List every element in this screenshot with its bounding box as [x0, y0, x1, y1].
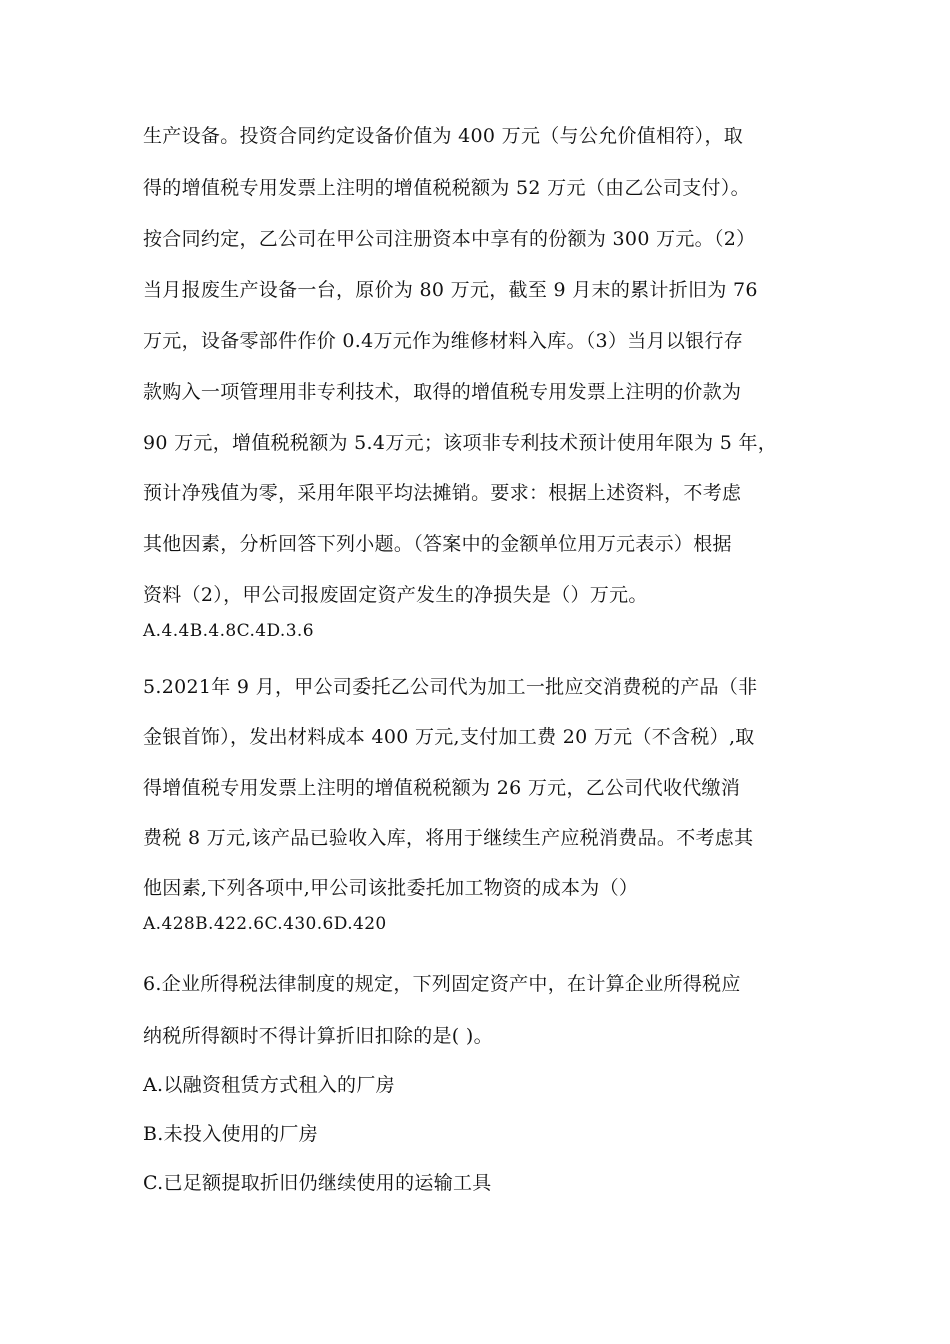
q4-line-7: 90 万元，增值税税额为 5.4万元；该项非专利技术预计使用年限为 5 年，: [143, 432, 778, 454]
q5-line-3: 得增值税专用发票上注明的增值税税额为 26 万元，乙公司代收代缴消: [143, 777, 741, 799]
q4-line-4: 当月报废生产设备一台，原价为 80 万元，截至 9 月末的累计折旧为 76: [143, 279, 758, 301]
q4-line-3: 按合同约定，乙公司在甲公司注册资本中享有的份额为 300 万元。（2）: [143, 228, 756, 250]
q4-line-6: 款购入一项管理用非专利技术，取得的增值税专用发票上注明的价款为: [143, 381, 742, 403]
q6-line-2: 纳税所得额时不得计算折旧扣除的是( )。: [143, 1025, 493, 1047]
q5-line-5: 他因素,下列各项中,甲公司该批委托加工物资的成本为（）: [143, 877, 639, 899]
q6-option-c: C.已足额提取折旧仍继续使用的运输工具: [143, 1172, 492, 1194]
q4-line-2: 得的增值税专用发票上注明的增值税税额为 52 万元（由乙公司支付）。: [143, 177, 750, 199]
q5-line-1: 5.2021年 9 月，甲公司委托乙公司代为加工一批应交消费税的产品（非: [143, 676, 758, 698]
q4-line-1: 生产设备。投资合同约定设备价值为 400 万元（与公允价值相符），取: [143, 125, 744, 147]
q5-options: A.428B.422.6C.430.6D.420: [143, 914, 387, 934]
q6-line-1: 6.企业所得税法律制度的规定，下列固定资产中，在计算企业所得税应: [143, 973, 741, 995]
q4-line-10: 资料（2），甲公司报废固定资产发生的净损失是（）万元。: [143, 584, 648, 606]
q4-line-5: 万元，设备零部件作价 0.4万元作为维修材料入库。（3）当月以银行存: [143, 330, 744, 352]
q4-line-9: 其他因素，分析回答下列小题。（答案中的金额单位用万元表示）根据: [143, 533, 732, 555]
q6-option-b: B.未投入使用的厂房: [143, 1123, 319, 1145]
q6-option-a: A.以融资租赁方式租入的厂房: [143, 1074, 395, 1096]
q4-line-8: 预计净残值为零，采用年限平均法摊销。要求：根据上述资料，不考虑: [143, 482, 742, 504]
q5-line-4: 费税 8 万元,该产品已验收入库，将用于继续生产应税消费品。不考虑其: [143, 827, 754, 849]
q4-options: A.4.4B.4.8C.4D.3.6: [143, 621, 314, 641]
q5-line-2: 金银首饰），发出材料成本 400 万元,支付加工费 20 万元（不含税）,取: [143, 726, 755, 748]
